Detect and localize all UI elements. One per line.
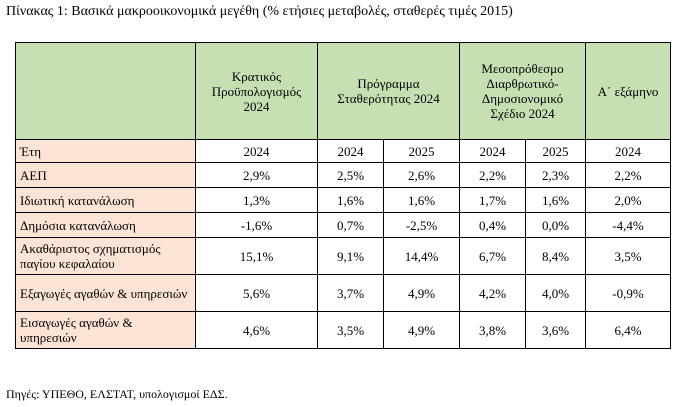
cell: 0,0% <box>526 213 586 238</box>
cell: 1,3% <box>196 188 318 213</box>
header-stability: Πρόγραμμα Σταθερότητας 2024 <box>318 43 460 140</box>
cell: 2,2% <box>460 163 526 188</box>
cell: 4,2% <box>460 275 526 312</box>
table-row <box>16 213 671 238</box>
cell: 2,3% <box>526 163 586 188</box>
source-note: Πηγές: ΥΠΕΘΟ, ΕΛΣΤΑΤ, υπολογισμοί ΕΔΣ. <box>6 387 228 401</box>
cell: 2,0% <box>586 188 671 213</box>
cell: 2,9% <box>196 163 318 188</box>
cell: 3,7% <box>318 275 384 312</box>
table-row <box>16 312 671 349</box>
cell: 8,4% <box>526 238 586 275</box>
cell: 1,6% <box>384 188 460 213</box>
cell: 4,6% <box>196 312 318 349</box>
cell: 2024 <box>586 140 671 163</box>
cell: 6,7% <box>460 238 526 275</box>
table-row <box>16 238 671 275</box>
cell: 15,1% <box>196 238 318 275</box>
header-empty <box>16 43 196 140</box>
cell: 1,6% <box>526 188 586 213</box>
cell: 0,7% <box>318 213 384 238</box>
row-label: Έτη <box>16 140 196 163</box>
cell: 2024 <box>196 140 318 163</box>
header-budget: Κρατικός Προϋπολογισμός 2024 <box>196 43 318 140</box>
cell: 1,7% <box>460 188 526 213</box>
cell: 3,5% <box>318 312 384 349</box>
cell: 4,9% <box>384 312 460 349</box>
cell: -2,5% <box>384 213 460 238</box>
cell: -4,4% <box>586 213 671 238</box>
cell: 5,6% <box>196 275 318 312</box>
cell: -0,9% <box>586 275 671 312</box>
cell: 4,0% <box>526 275 586 312</box>
table-row <box>16 188 671 213</box>
table-caption: Πίνακας 1: Βασικά μακροοικονομικά μεγέθη (% ετήσιες μεταβολές, σταθερές τιμές 2015) <box>6 4 513 19</box>
row-label: ΑΕΠ <box>16 163 196 188</box>
row-label: Εξαγωγές αγαθών & υπηρεσιών <box>16 275 196 312</box>
row-label: Ιδιωτική κατανάλωση <box>16 188 196 213</box>
cell: 2025 <box>526 140 586 163</box>
cell: 14,4% <box>384 238 460 275</box>
cell: 2,2% <box>586 163 671 188</box>
row-label: Ακαθάριστος σχηματισμός παγίου κεφαλαίου <box>16 238 196 275</box>
cell: 0,4% <box>460 213 526 238</box>
cell: -1,6% <box>196 213 318 238</box>
macro-table <box>15 42 671 349</box>
table-row <box>16 275 671 312</box>
table-row <box>16 163 671 188</box>
years-row <box>16 140 671 163</box>
cell: 2024 <box>318 140 384 163</box>
cell: 3,5% <box>586 238 671 275</box>
cell: 4,9% <box>384 275 460 312</box>
cell: 6,4% <box>586 312 671 349</box>
header-medium-term: Μεσοπρόθεσμο Διαρθρωτικό-Δημοσιονομικό Σχέδιο 2024 <box>460 43 586 140</box>
cell: 2024 <box>460 140 526 163</box>
header-first-half: Α΄ εξάμηνο <box>586 43 671 140</box>
cell: 1,6% <box>318 188 384 213</box>
row-label: Εισαγωγές αγαθών & υπηρεσιών <box>16 312 196 349</box>
cell: 3,6% <box>526 312 586 349</box>
cell: 2025 <box>384 140 460 163</box>
row-label: Δημόσια κατανάλωση <box>16 213 196 238</box>
header-row <box>16 43 671 140</box>
cell: 2,6% <box>384 163 460 188</box>
cell: 2,5% <box>318 163 384 188</box>
cell: 9,1% <box>318 238 384 275</box>
cell: 3,8% <box>460 312 526 349</box>
